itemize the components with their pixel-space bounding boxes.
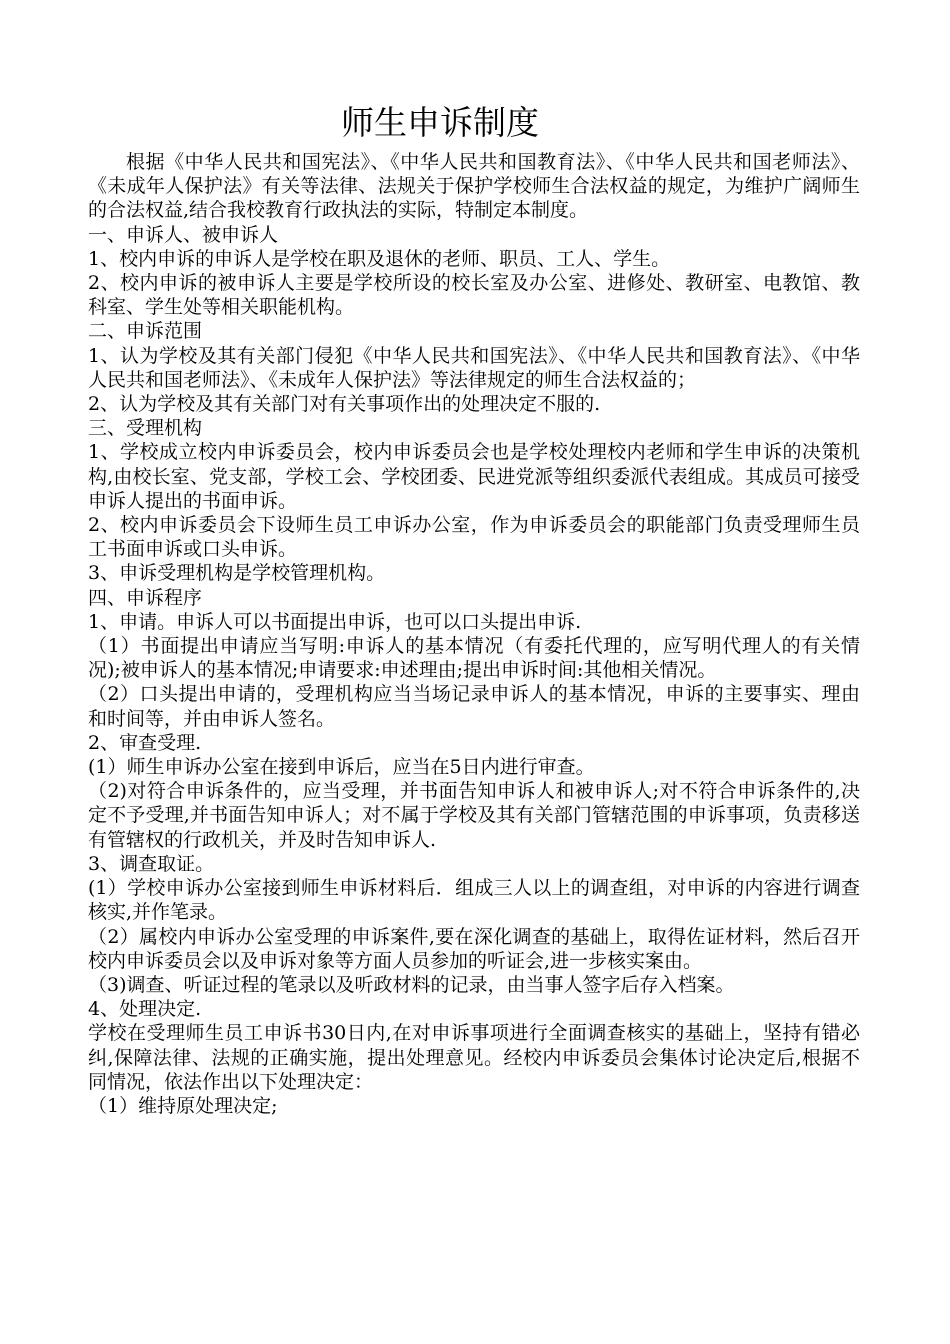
paragraph: （1）书面提出申请应当写明:申诉人的基本情况（有委托代理的，应写明代理人的有关情况);被申诉人的基本情况;申请要求:申述理由;提出申诉时间:其他相关情况。: [88, 635, 860, 682]
paragraph: 2、审查受理.: [88, 731, 202, 754]
paragraph: 2、校内申诉的被申诉人主要是学校所设的校长室及办公室、进修处、教研室、电教馆、教科室、学生处等相关职能机构。: [88, 272, 860, 319]
paragraph: 1、申请。申诉人可以书面提出申诉，也可以口头提出申诉.: [88, 610, 582, 633]
paragraph: 二、申诉范围: [88, 320, 203, 343]
paragraph: (1）学校申诉办公室接到师生申诉材料后．组成三人以上的调查组，对申诉的内容进行调查核实,并作笔录。: [88, 877, 860, 924]
paragraph: 四、申诉程序: [88, 586, 203, 609]
paragraph: 3、调查取证。: [88, 852, 215, 875]
paragraph: 1、校内申诉的申诉人是学校在职及退休的老师、职员、工人、学生。: [88, 247, 671, 270]
paragraph: （2）口头提出申请的，受理机构应当当场记录申诉人的基本情况，申诉的主要事实、理由和时间等，并由申诉人签名。: [88, 683, 860, 730]
paragraph: 3、申诉受理机构是学校管理机构。: [88, 562, 386, 585]
paragraph: (1）师生申诉办公室在接到申诉后，应当在5日内进行审查。: [88, 756, 595, 779]
paragraph: 根据《中华人民共和国宪法》、《中华人民共和国教育法》、《中华人民共和国老师法》、《未成年人保护法》有关等法律、法规关于保护学校师生合法权益的规定，为维护广阔师生的合法权益,结合我校教育行政执法的实际，特制定本制度。: [88, 151, 860, 222]
paragraph: 1、认为学校及其有关部门侵犯《中华人民共和国宪法》、《中华人民共和国教育法》、《中华人民共和国老师法》、《未成年人保护法》等法律规定的师生合法权益的；: [88, 344, 860, 391]
paragraph: 一、申诉人、被申诉人: [88, 223, 279, 246]
paragraph: （2）属校内申诉办公室受理的申诉案件,要在深化调查的基础上，取得佐证材料，然后召开校内申诉委员会以及申诉对象等方面人员参加的听证会,进一步核实案由。: [88, 925, 860, 972]
paragraph: 学校在受理师生员工申诉书30日内,在对申诉事项进行全面调查核实的基础上，坚持有错必纠,保障法律、法规的正确实施，提出处理意见。经校内申诉委员会集体讨论决定后,根据不同情况，依法作出以下处理决定：: [88, 1022, 860, 1093]
paragraph: 三、受理机构: [88, 417, 203, 440]
paragraph: 1、学校成立校内申诉委员会，校内申诉委员会也是学校处理校内老师和学生申诉的决策机构,由校长室、党支部，学校工会、学校团委、民进党派等组织委派代表组成。其成员可接受申诉人提出的书面申诉。: [88, 441, 860, 512]
paragraph: 2、认为学校及其有关部门对有关事项作出的处理决定不服的.: [88, 393, 601, 416]
document-body: [88, 150, 860, 1118]
paragraph: （1）维持原处理决定;: [88, 1094, 278, 1117]
paragraph: （3)调查、听证过程的笔录以及听政材料的记录，由当事人签字后存入档案。: [88, 973, 735, 996]
document-title: 师生申诉制度: [341, 103, 539, 142]
paragraph: （2)对符合申诉条件的，应当受理，并书面告知申诉人和被申诉人;对不符合申诉条件的,决定不予受理,并书面告知申诉人；对不属于学校及其有关部门管辖范围的申诉事项，负责移送有管辖权的行政机关，并及时告知申诉人.: [88, 780, 860, 851]
paragraph: 2、校内申诉委员会下设师生员工申诉办公室，作为申诉委员会的职能部门负责受理师生员工书面申诉或口头申诉。: [88, 514, 860, 561]
paragraph: 4、处理决定.: [88, 998, 202, 1021]
